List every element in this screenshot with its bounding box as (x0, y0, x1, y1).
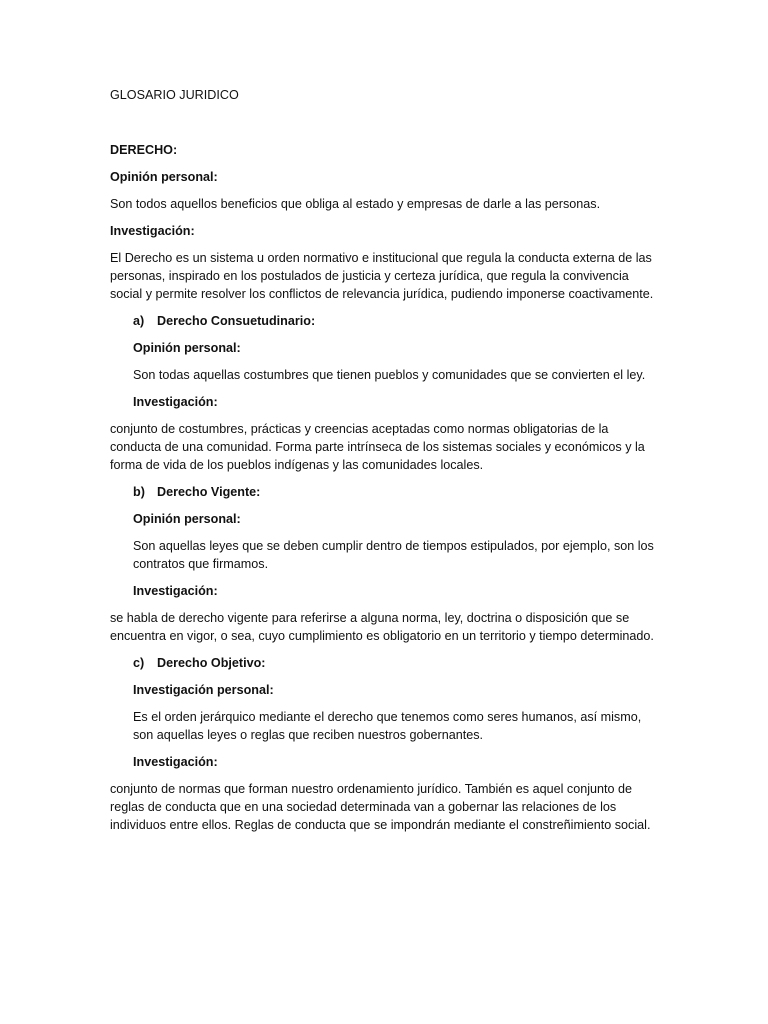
document-page (110, 86, 655, 843)
investigacion-personal-label: Investigación personal: (133, 683, 274, 697)
opinion-label: Opinión personal: (110, 170, 218, 184)
list-item-heading-b (133, 483, 655, 501)
investigacion-label: Investigación: (133, 395, 218, 409)
list-heading-text: Derecho Consuetudinario: (157, 314, 316, 328)
opinion-label: Opinión personal: (133, 341, 241, 355)
investigacion-text: conjunto de costumbres, prácticas y creencias aceptadas como normas obligatorias de la conducta de una comunidad. Forma parte intrínseca de los sistemas sociales y económicos y la forma de vida de los pueblos indígenas y las comunidades locales. (110, 422, 645, 472)
list-marker: a) (133, 314, 145, 328)
opinion-text: Son todos aquellos beneficios que obliga al estado y empresas de darle a las personas. (110, 197, 601, 211)
investigacion-label: Investigación: (133, 755, 218, 769)
investigacion-text: conjunto de normas que forman nuestro ordenamiento jurídico. También es aquel conjunto de reglas de conducta que en una sociedad determinada van a gobernar las relaciones de los individuos entre ellos. Reglas de conducta que se impondrán mediante el constreñimiento social. (110, 782, 651, 832)
investigacion-text: se habla de derecho vigente para referirse a alguna norma, ley, doctrina o disposición que se encuentra en vigor, o sea, cuyo cumplimiento es obligatorio en un territorio y tiempo determinado. (110, 611, 654, 643)
document-title: GLOSARIO JURIDICO (110, 88, 239, 102)
investigacion-label: Investigación: (133, 584, 218, 598)
list-marker: b) (133, 485, 145, 499)
section-heading-derecho: DERECHO: (110, 143, 178, 157)
list-item-heading-a (133, 312, 655, 330)
investigacion-label: Investigación: (110, 224, 195, 238)
list-heading-text: Derecho Vigente: (157, 485, 261, 499)
opinion-text: Son todas aquellas costumbres que tienen pueblos y comunidades que se convierten el ley. (133, 368, 646, 382)
list-heading-text: Derecho Objetivo: (157, 656, 266, 670)
opinion-text: Son aquellas leyes que se deben cumplir dentro de tiempos estipulados, por ejemplo, son los contratos que firmamos. (133, 539, 654, 571)
list-marker: c) (133, 656, 145, 670)
investigacion-personal-text: Es el orden jerárquico mediante el derecho que tenemos como seres humanos, así mismo, son aquellas leyes o reglas que reciben nuestros gobernantes. (133, 710, 642, 742)
list-item-heading-c (133, 654, 655, 672)
investigacion-text: El Derecho es un sistema u orden normativo e institucional que regula la conducta externa de las personas, inspirado en los postulados de justicia y certeza jurídica, que regula la convivencia social y permite resolver los conflictos de relevancia jurídica, pudiendo imponerse coactivamente. (110, 251, 654, 301)
opinion-label: Opinión personal: (133, 512, 241, 526)
